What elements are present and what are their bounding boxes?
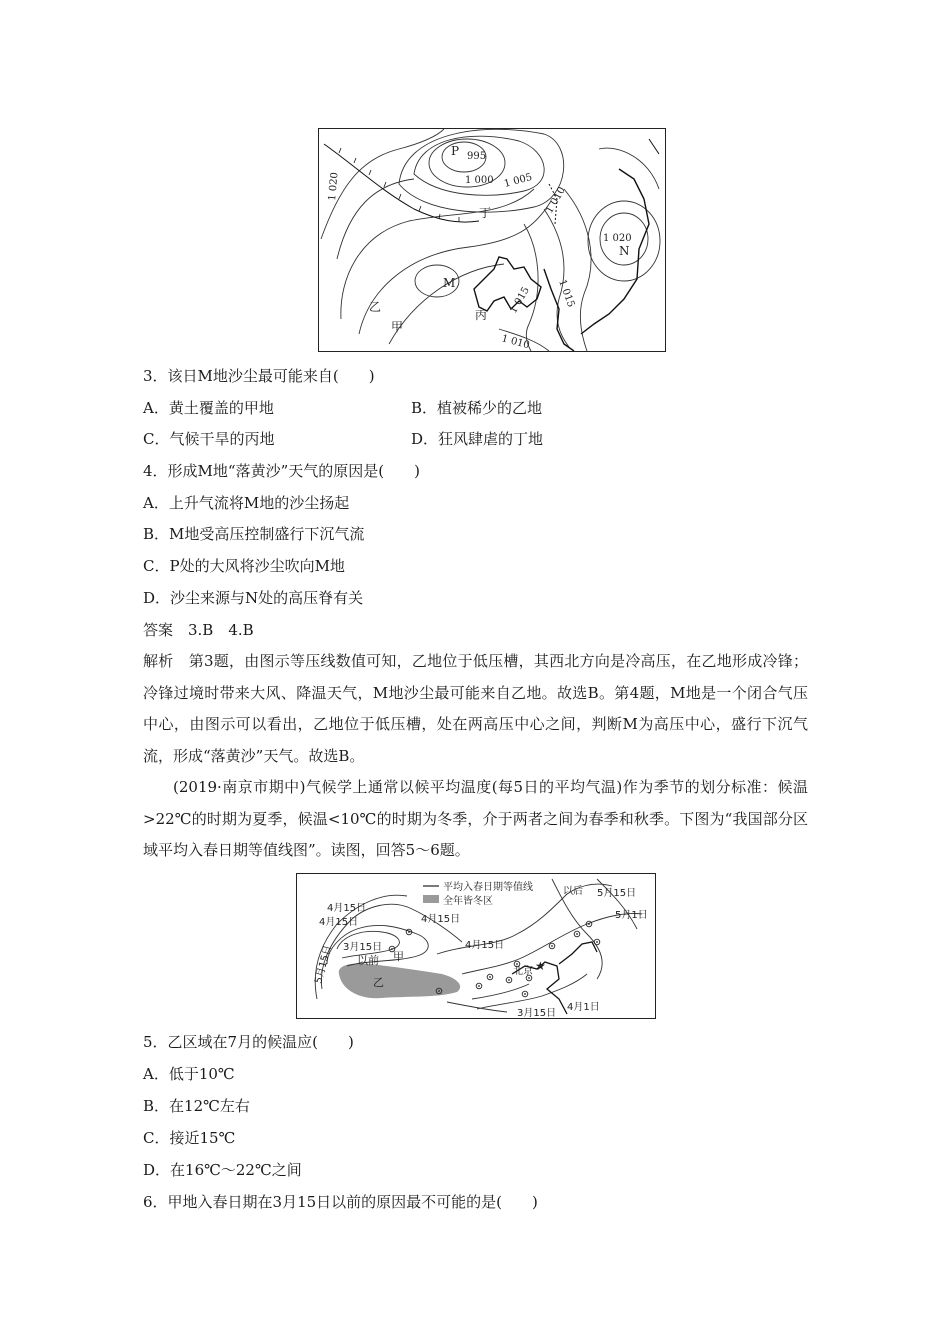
legend-area-label: 全年皆冬区	[443, 896, 493, 907]
q3-option-d: D．狂风肆虐的丁地	[411, 430, 544, 448]
q5-option-a: A．低于10℃	[143, 1065, 235, 1083]
label-4-15-b: 4月15日	[319, 917, 359, 928]
label-3-15-top: 3月15日	[343, 942, 383, 953]
answer: 答案 3.B 4.B	[143, 621, 254, 639]
spring-onset-map-figure	[296, 873, 656, 1019]
label-1005: 1 005	[502, 171, 534, 190]
q4-stem: 4．形成M地“落黄沙”天气的原因是( )	[143, 462, 420, 480]
label-5-15-left: 5月15日	[313, 944, 335, 985]
q4-option-b: B．M地受高压控制盛行下沉气流	[143, 525, 365, 543]
label-yihou: 以后	[563, 886, 583, 897]
legend-area-swatch	[423, 895, 439, 903]
q3-option-b: B．植被稀少的乙地	[411, 399, 543, 417]
label-beijing: 北京	[513, 966, 533, 977]
label-jia: 甲	[391, 320, 404, 334]
q3-options-row2	[143, 429, 544, 449]
label-1015-b: 1 015	[508, 285, 532, 316]
label-n: N	[619, 244, 630, 258]
label-4-15-d: 4月15日	[465, 940, 505, 951]
beijing-star-icon: ★	[535, 959, 546, 973]
winter-area	[339, 963, 460, 998]
label-5-1: 5月1日	[615, 910, 648, 921]
label-995: 995	[467, 151, 487, 162]
isobar-map-figure	[318, 128, 666, 352]
legend-line-label: 平均入春日期等值线	[443, 882, 533, 893]
label-1010-b: 1 010	[500, 333, 531, 351]
label-p: P	[451, 144, 460, 158]
q3-stem: 3．该日M地沙尘最可能来自( )	[143, 367, 375, 385]
label-jia: 甲	[393, 950, 404, 963]
label-ding: 丁	[479, 206, 492, 220]
label-4-15-c: 4月15日	[421, 914, 461, 925]
intro-paragraph: (2019·南京市期中)气候学上通常以候平均温度(每5日的平均气温)作为季节的划分标准：候温>22℃的时期为夏季，候温<10℃的时期为冬季，介于两者之间为春季和秋季。下图为“我国部分区域平均入春日期等值线图”。读图，回答5～6题。	[143, 778, 808, 859]
label-1000: 1 000	[465, 175, 494, 186]
label-4-15-a: 4月15日	[327, 903, 367, 914]
label-m: M	[443, 276, 456, 290]
q6-stem: 6．甲地入春日期在3月15日以前的原因最不可能的是( )	[143, 1193, 538, 1211]
q5-stem: 5．乙区域在7月的候温应( )	[143, 1033, 354, 1051]
q4-option-d: D．沙尘来源与N处的高压脊有关	[143, 589, 364, 607]
label-yiqian: 以前	[357, 954, 379, 967]
q3-options-row1	[143, 398, 543, 418]
analysis-paragraph: 解析 第3题，由图示等压线数值可知，乙地位于低压槽，其西北方向是冷高压，在乙地形成冷锋；冷锋过境时带来大风、降温天气，M地沙尘最可能来自乙地。故选B。第4题，M地是一个闭合气压中心，由图示可以看出，乙地位于低压槽，处在两高压中心之间，判断M为高压中心，盛行下沉气流，形成“落黄沙”天气。故选B。	[143, 652, 808, 765]
isobar-map	[319, 129, 665, 351]
label-1020-left: 1 020	[327, 171, 341, 202]
label-1015-a: 1 015	[556, 278, 577, 309]
label-4-1: 4月1日	[567, 1002, 600, 1013]
q4-option-c: C．P处的大风将沙尘吹向M地	[143, 557, 345, 575]
q5-option-c: C．接近15℃	[143, 1129, 236, 1147]
label-yi: 乙	[373, 976, 384, 989]
spring-onset-map	[297, 874, 655, 1018]
q4-option-a: A．上升气流将M地的沙尘扬起	[143, 494, 350, 512]
q3-option-a: A．黄土覆盖的甲地	[143, 399, 274, 417]
label-1010: 1 010	[544, 185, 568, 216]
label-3-15-bottom: 3月15日	[517, 1008, 557, 1018]
label-5-15-top: 5月15日	[597, 888, 637, 899]
label-1020-n: 1 020	[603, 233, 632, 244]
q3-option-c: C．气候干旱的丙地	[143, 430, 275, 448]
label-bing: 丙	[475, 308, 488, 322]
q5-option-b: B．在12℃左右	[143, 1097, 250, 1115]
label-yi: 乙	[369, 300, 382, 314]
q5-option-d: D．在16℃～22℃之间	[143, 1161, 302, 1179]
